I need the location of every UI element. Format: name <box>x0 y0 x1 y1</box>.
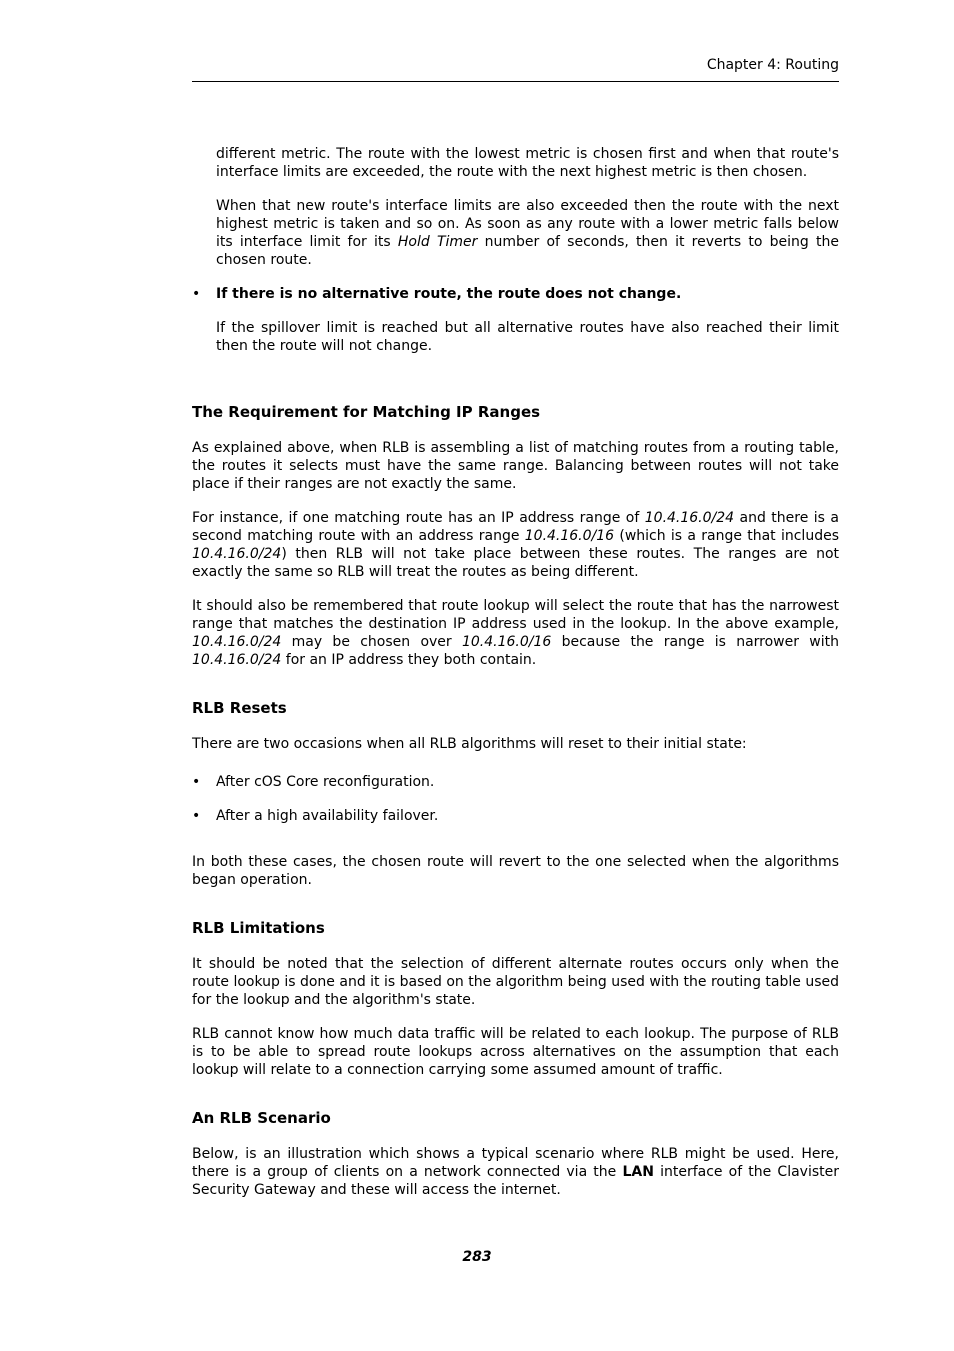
page-header <box>192 56 839 82</box>
bullet-icon: • <box>192 286 201 302</box>
section-heading-matching: The Requirement for Matching IP Ranges <box>192 403 541 421</box>
list-item <box>192 285 839 303</box>
matching-paragraph-2: For instance, if one matching route has an IP address range of 10.4.16.0/24 and there is a second matching route with an address range 10.4.16.0/16 (which is a range that includes 10.4.16.0/24) then RLB will not take place between these routes. The ranges are not exactly the same so RLB will treat the routes as being different. <box>192 510 839 580</box>
section-heading-resets: RLB Resets <box>192 699 287 717</box>
page-content <box>192 145 839 1199</box>
resets-paragraph-2: In both these cases, the chosen route will revert to the one selected when the algorithms began operation. <box>192 854 839 888</box>
section-heading-limitations: RLB Limitations <box>192 919 325 937</box>
intro-paragraph-3: If the spillover limit is reached but all alternative routes have also reached their limit then the route will not change. <box>216 320 839 354</box>
bullet-icon: • <box>192 808 201 824</box>
lan-term: LAN <box>622 1164 654 1180</box>
list-item <box>192 807 839 825</box>
reset-bullet-1: After cOS Core reconfiguration. <box>216 774 435 790</box>
resets-paragraph-1: There are two occasions when all RLB algorithms will reset to their initial state: <box>192 736 747 752</box>
page-number: 283 <box>462 1249 492 1265</box>
chapter-title: Chapter 4: Routing <box>706 57 839 73</box>
section-heading-scenario: An RLB Scenario <box>192 1109 331 1127</box>
bullet-icon: • <box>192 774 201 790</box>
intro-paragraph-2: When that new route's interface limits are also exceeded then the route with the next highest metric is taken and so on. As soon as any route with a lower metric falls below its interface limit for its Hold Timer number of seconds, then it reverts to being the chosen route. <box>216 198 839 268</box>
scenario-paragraph-1: Below, is an illustration which shows a typical scenario where RLB might be used. Here, there is a group of clients on a network connected via the LAN interface of the Clavister Security Gateway and these will access the internet. <box>192 1146 840 1198</box>
intro-paragraph-1: different metric. The route with the lowest metric is chosen first and when that route's interface limits are exceeded, the route with the next highest metric is then chosen. <box>216 146 839 180</box>
reset-bullet-2: After a high availability failover. <box>216 808 439 824</box>
bullet-bold-text: If there is no alternative route, the route does not change. <box>216 286 682 302</box>
hold-timer-term: Hold Timer <box>397 234 478 250</box>
limitations-paragraph-1: It should be noted that the selection of different alternate routes occurs only when the route lookup is done and it is based on the algorithm being used with the routing table used for the lookup and the algorithm's state. <box>192 956 840 1008</box>
list-item <box>192 773 839 791</box>
limitations-paragraph-2: RLB cannot know how much data traffic will be related to each lookup. The purpose of RLB is to be able to spread route lookups across alternatives on the assumption that each lookup will relate to a connection carrying some assumed amount of traffic. <box>192 1026 839 1078</box>
matching-paragraph-3: It should also be remembered that route lookup will select the route that has the narrowest range that matches the destination IP address used in the lookup. In the above example, 10.4.16.0/24 may be chosen over 10.4.16.0/16 because the range is narrower with 10.4.16.0/24 for an IP address they both contain. <box>192 598 840 668</box>
matching-paragraph-1: As explained above, when RLB is assembling a list of matching routes from a routing table, the routes it selects must have the same range. Balancing between routes will not take place if their ranges are not exactly the same. <box>192 440 839 492</box>
